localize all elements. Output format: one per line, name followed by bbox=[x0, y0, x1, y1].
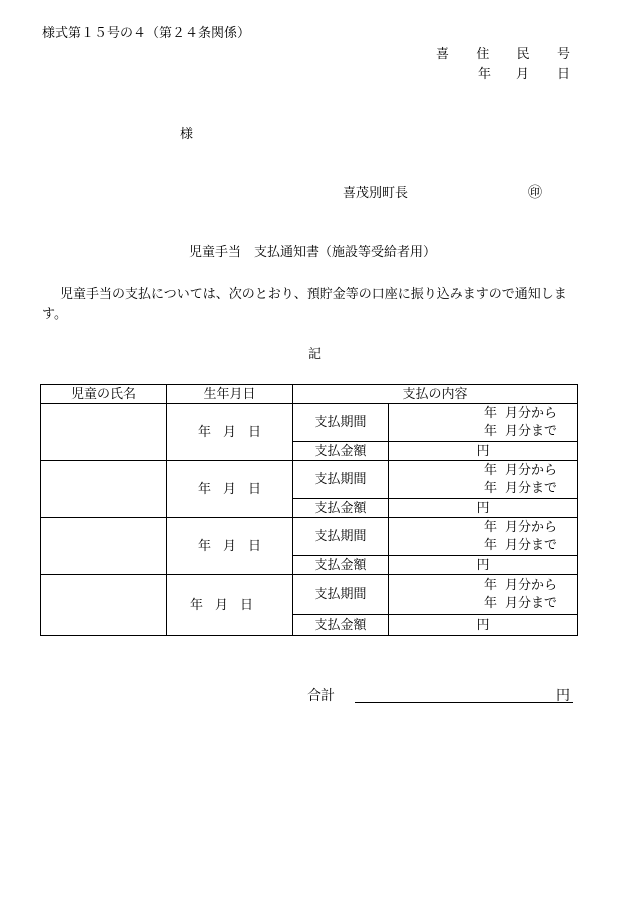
period-label: 支払期間 bbox=[293, 575, 389, 615]
birth-month-unit: 月 bbox=[222, 424, 236, 440]
birth-month-unit: 月 bbox=[222, 538, 236, 554]
child-name-cell bbox=[41, 461, 167, 518]
number-char: 喜 bbox=[436, 47, 450, 62]
period-value bbox=[389, 575, 578, 615]
period-year-unit: 年 bbox=[483, 537, 497, 553]
addressee-suffix: 様 bbox=[180, 127, 194, 142]
table-row bbox=[41, 575, 578, 615]
period-label: 支払期間 bbox=[293, 518, 389, 556]
seal-mark: ㊞ bbox=[528, 185, 542, 201]
total-amount-line bbox=[355, 702, 573, 703]
child-name-cell bbox=[41, 404, 167, 461]
period-year-unit: 年 bbox=[483, 519, 497, 535]
period-to: 月分まで bbox=[505, 480, 558, 496]
date-day: 日 bbox=[557, 67, 571, 82]
payment-table bbox=[40, 384, 578, 636]
amount-label: 支払金額 bbox=[293, 615, 389, 636]
period-from: 月分から bbox=[505, 577, 558, 593]
birth-date-cell bbox=[167, 461, 293, 518]
table-row bbox=[41, 461, 578, 499]
period-to: 月分まで bbox=[505, 537, 558, 553]
period-year-unit: 年 bbox=[483, 595, 497, 611]
form-number: 様式第１５号の４（第２４条関係） bbox=[42, 26, 251, 41]
note-heading: 記 bbox=[308, 347, 322, 362]
period-year-unit: 年 bbox=[483, 405, 497, 421]
number-char: 住 bbox=[476, 47, 490, 62]
amount-value: 円 bbox=[389, 499, 578, 518]
period-from: 月分から bbox=[505, 405, 558, 421]
birth-year-unit: 年 bbox=[189, 597, 203, 613]
amount-label: 支払金額 bbox=[293, 442, 389, 461]
birth-year-unit: 年 bbox=[197, 538, 211, 554]
period-value bbox=[389, 461, 578, 499]
document-title: 児童手当 支払通知書（施設等受給者用） bbox=[189, 245, 437, 260]
amount-value: 円 bbox=[389, 442, 578, 461]
birth-date-cell bbox=[167, 575, 293, 636]
body-text-line-1: 児童手当の支払については、次のとおり、預貯金等の口座に振り込みますので通知しま bbox=[60, 287, 567, 302]
total-yen: 円 bbox=[556, 688, 570, 704]
number-char: 号 bbox=[556, 47, 570, 62]
date-year: 年 bbox=[478, 67, 492, 82]
birth-day-unit: 日 bbox=[240, 597, 254, 613]
period-year-unit: 年 bbox=[483, 480, 497, 496]
period-to: 月分まで bbox=[505, 595, 558, 611]
body-text-line-2: す。 bbox=[42, 307, 67, 322]
child-name-header: 児童の氏名 bbox=[41, 385, 167, 404]
number-char: 民 bbox=[516, 47, 530, 62]
total-label: 合計 bbox=[307, 688, 335, 704]
amount-value: 円 bbox=[389, 556, 578, 575]
period-year-unit: 年 bbox=[483, 462, 497, 478]
document-number bbox=[436, 48, 570, 61]
amount-value: 円 bbox=[389, 615, 578, 636]
table-header-row bbox=[41, 385, 578, 404]
period-to: 月分まで bbox=[505, 423, 558, 439]
birth-month-unit: 月 bbox=[222, 481, 236, 497]
birth-year-unit: 年 bbox=[197, 481, 211, 497]
period-value bbox=[389, 518, 578, 556]
birth-day-unit: 日 bbox=[248, 538, 262, 554]
period-year-unit: 年 bbox=[483, 423, 497, 439]
birth-date-cell bbox=[167, 404, 293, 461]
child-name-cell bbox=[41, 518, 167, 575]
payment-content-header: 支払の内容 bbox=[293, 385, 578, 404]
period-from: 月分から bbox=[505, 462, 558, 478]
period-label: 支払期間 bbox=[293, 461, 389, 499]
birth-year-unit: 年 bbox=[197, 424, 211, 440]
table-row bbox=[41, 404, 578, 442]
amount-label: 支払金額 bbox=[293, 556, 389, 575]
period-from: 月分から bbox=[505, 519, 558, 535]
date-month: 月 bbox=[516, 67, 530, 82]
child-name-cell bbox=[41, 575, 167, 636]
period-year-unit: 年 bbox=[483, 577, 497, 593]
birth-day-unit: 日 bbox=[248, 424, 262, 440]
period-value bbox=[389, 404, 578, 442]
table-row bbox=[41, 518, 578, 556]
birth-day-unit: 日 bbox=[248, 481, 262, 497]
sender-name: 喜茂別町長 bbox=[343, 186, 409, 201]
birth-date-header: 生年月日 bbox=[167, 385, 293, 404]
birth-date-cell bbox=[167, 518, 293, 575]
period-label: 支払期間 bbox=[293, 404, 389, 442]
amount-label: 支払金額 bbox=[293, 499, 389, 518]
birth-month-unit: 月 bbox=[214, 597, 228, 613]
